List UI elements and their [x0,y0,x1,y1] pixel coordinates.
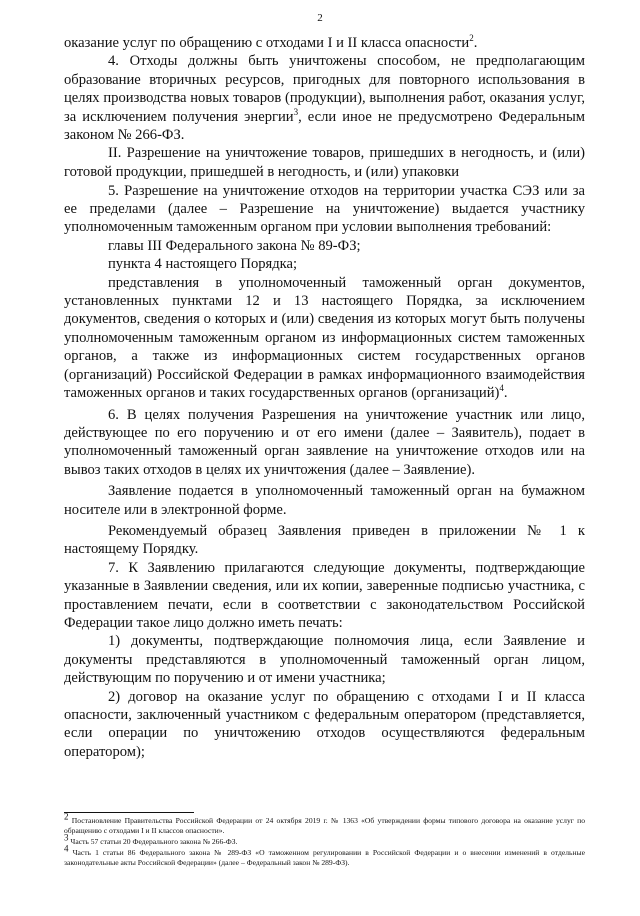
paragraph-6-sample: Рекомендуемый образец Заявления приведен в приложении № 1 к настоящему Порядку. [64,522,585,558]
paragraph-7: 7. К Заявлению прилагаются следующие документы, подтверждающие указанные в Заявлении сведения, или их копии, заверенные подписью участника, с проставлением печати, если в соответствии с законодательством Российской Федерации такое лицо должно иметь печать: [64,559,585,631]
footnote: $^3$ Часть 57 статьи 20 Федерального закона № 266-ФЗ. [64,832,238,846]
document-body [64,34,585,761]
footnote-ref-4: 4 [499,383,504,394]
paragraph-5: 5. Разрешение на уничтожение отходов на территории участка СЭЗ или за ее пределами (далее – Разрешение на уничтожение) выдается участнику уполномоченным таможенным органом при условии выполнения требований: [64,182,585,236]
continuation-paragraph: оказание услуг по обращению с отходами I и II класса опасности$^2$. [64,33,478,51]
paragraph-5-item-3: представления в уполномоченный таможенный орган документов, установленных пунктами 12 и 13 настоящего Порядка, за исключением документов, сведения о которых и (или) сведения из которых могут быть получены уполномоченным таможенным органом из информационных систем таможенных органов, а также из информационных систем государственных органов (организаций) Российской Федерации в рамках информационного взаимодействия таможенных органов и таких государственных органов (организаций)$^4$. [64,274,585,402]
paragraph-6-submission: Заявление подается в уполномоченный таможенный орган на бумажном носителе или в электронной форме. [64,483,585,518]
section-heading: II. Разрешение на уничтожение товаров, пришедших в негодность, и (или) готовой продукции, пришедшей в негодность, и (или) упаковки [64,145,585,181]
footnote-ref-3: 3 [293,106,299,117]
footnotes [64,811,585,869]
paragraph-7-item-1: 1) документы, подтверждающие полномочия лица, если Заявление и документы представляются в уполномоченный таможенный орган лицом, действующим по поручению и от имени участника; [64,633,585,687]
page-number: 2 [317,12,323,24]
footnote: $^4$ Часть 1 статьи 86 Федерального закона № 289-ФЗ «О таможенном регулировании в Российской Федерации и о внесении изменений в отдельные законодательные акты Российской Федерации» (далее – Федеральный закон № 289-ФЗ). [64,843,585,867]
paragraph-5-item-1: главы III Федерального закона № 89-ФЗ; [108,237,361,254]
footnote-ref-2: 2 [469,33,474,44]
footnote: $^2$ Постановление Правительства Российской Федерации от 24 октября 2019 г. № 1363 «Об утверждении формы типового договора на оказание услуг по обращению с отходами I и II классов опасности». [64,811,585,835]
paragraph-5-item-2: пункта 4 настоящего Порядка; [108,256,298,273]
paragraph-6: 6. В целях получения Разрешения на уничтожение участник или лицо, действующее по его поручению и от его имени (далее – Заявитель), подает в уполномоченный таможенный орган заявление на уничтожение отходов или на вывоз таких отходов в целях их уничтожения (далее – Заявление). [64,406,585,478]
paragraph-7-item-2: 2) договор на оказание услуг по обращению с отходами I и II класса опасности, заключенный участником с федеральным оператором (представляется, если операции по уничтожению отходов осуществляются федеральным оператором); [64,688,585,760]
paragraph-4: 4. Отходы должны быть уничтожены способом, не предполагающим образование вторичных ресурсов, пригодных для повторного использования в целях производства новых товаров (продукции), выполнения работ, оказания услуг, за исключением получения энергии$^3$, если иное не предусмотрено Федеральным законом № 266-ФЗ. [64,53,585,144]
footnote-divider [64,812,194,813]
